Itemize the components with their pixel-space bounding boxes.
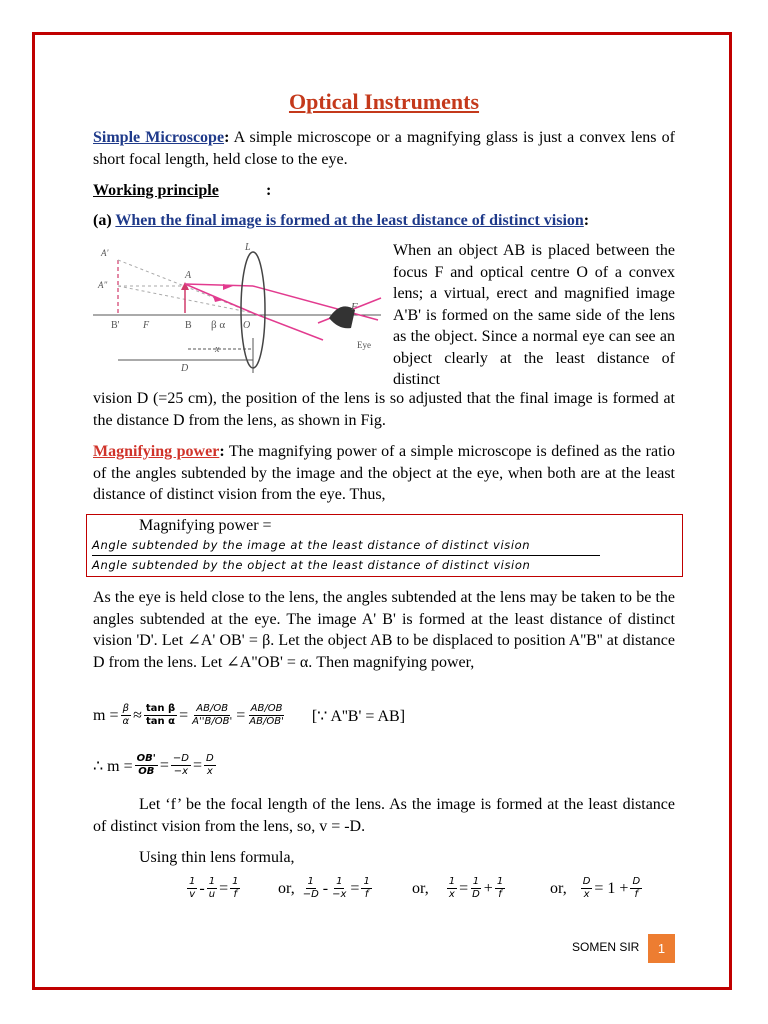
label-beta-alpha: β α <box>211 319 226 331</box>
magnifying-power-term: Magnifying power <box>93 443 220 460</box>
page-title: Optical Instruments <box>288 89 480 114</box>
para-focal: Let ‘f’ be the focal length of the lens. As the image is formed at the least distance of distinct vision from the lens, so, v = -D. <box>93 796 675 835</box>
eq1-m: m = <box>93 706 119 724</box>
eq2-eq2: = <box>192 756 202 774</box>
case-a-title: When the final image is formed at the least distance of distinct vision <box>115 212 584 229</box>
box-label: Magnifying power = <box>139 517 272 534</box>
lens-eq-3: or, $\frac{1}{x}$ = $\frac{1}{D}$ + $\frac{1}{f}$ <box>412 876 504 900</box>
label-A2: A" <box>98 280 108 290</box>
frac-negd-negx: $\frac{-D}{-x}$ <box>172 753 189 777</box>
label-B1: B' <box>111 320 120 331</box>
box-fraction-line <box>92 555 600 556</box>
side-text: When an object AB is placed between the focus F and optical centre O of a convex lens; a virtual, erect and magnified image A'B' is formed on the same side of the lens as the object. Since a normal eye can see an object clearly at the least distance of distinct <box>393 242 675 388</box>
continue-text: vision D (=25 cm), the position of the lens is so adjusted that the final image is formed at the distance D from the lens, as shown in Fig. <box>93 390 675 429</box>
equation-1 <box>93 703 405 728</box>
box-denominator: Angle subtended by the object at the least distance of distinct vision <box>92 558 531 572</box>
case-a-prefix: (a) <box>93 212 116 229</box>
para-eye: As the eye is held close to the lens, the angles subtended at the lens may be taken to be the angles subtended at the eye. The image A' B' is formed at the least distance of distinct vision 'D'. Let ∠A' OB' = β. Let the object AB to be displaced to position A''B'' at distance D from the lens. Let ∠A"OB' = α. Then magnifying power, <box>93 589 675 671</box>
case-a-heading <box>93 210 589 232</box>
intro-paragraph <box>93 127 675 170</box>
magnifying-paragraph <box>93 441 675 506</box>
formula-box <box>86 514 683 577</box>
page-number-badge: 1 <box>648 934 675 963</box>
simple-microscope-term: Simple Microscope <box>93 129 225 146</box>
microscope-diagram <box>93 238 383 380</box>
magnifying-text: The magnifying power of a simple microscope is defined as the ratio of the angles subtended by the image and the object at the eye, when both are at the least distance of distinct vision from the eye. Thus, <box>93 443 675 503</box>
label-F-right: F <box>351 301 358 313</box>
thin-lens-text: Using thin lens formula, <box>139 849 295 866</box>
eq1-approx: ≈ <box>133 706 142 724</box>
eq2-therefore: ∴ m = <box>93 757 133 775</box>
lens-eq-2: or, $\frac{1}{-D}$ - $\frac{1}{-x}$ = $\frac{1}{f}$ <box>278 876 370 900</box>
page-border <box>32 32 732 990</box>
label-B: B <box>185 320 192 331</box>
frac-ab-over-a2b: $\frac{AB/OB}{A''B/OB'}$ <box>192 703 233 727</box>
eq1-eq2: = <box>236 706 246 724</box>
label-A1: A' <box>101 248 109 258</box>
label-A: A <box>185 270 192 281</box>
frac-tan: $\frac{\text{tan β}}{\text{tan α}}$ <box>145 703 176 727</box>
case-a-suffix: : <box>583 212 590 229</box>
equation-2 <box>93 753 218 778</box>
footer-author: SOMEN SIR <box>572 940 640 954</box>
lens-eq-1: $\frac{1}{v}$ - $\frac{1}{u}$ = $\frac{1}{f}$ <box>189 876 239 900</box>
frac-ab-over-ab: $\frac{AB/OB}{AB/OB'}$ <box>249 703 284 727</box>
label-F-left: F <box>143 320 150 331</box>
intro-colon: : <box>224 129 230 146</box>
mag-colon: : <box>219 443 225 460</box>
label-Eye: Eye <box>357 340 371 350</box>
frac-ob: $\frac{OB'}{OB}$ <box>136 753 156 777</box>
eq1-because: [∵ A''B' = AB] <box>311 707 406 725</box>
wp-colon: : <box>266 182 272 199</box>
label-x: x <box>215 344 220 355</box>
lens-eq-4: or, $\frac{D}{x}$ = 1 + $\frac{D}{f}$ <box>550 876 641 900</box>
box-numerator: Angle subtended by the image at the least distance of distinct vision <box>92 538 531 552</box>
frac-beta-alpha: $\frac{\beta}{\alpha}$ <box>122 703 130 727</box>
frac-d-x: $\frac{D}{x}$ <box>206 753 214 777</box>
working-principle-heading: Working principle <box>93 182 219 199</box>
eq1-eq1: = <box>179 706 189 724</box>
label-O: O <box>243 320 251 331</box>
eq2-eq1: = <box>159 756 169 774</box>
intro-text: A simple microscope or a magnifying glass is just a convex lens of short focal length, held close to the eye. <box>93 129 676 168</box>
label-D: D <box>181 363 189 374</box>
label-L: L <box>245 242 251 253</box>
